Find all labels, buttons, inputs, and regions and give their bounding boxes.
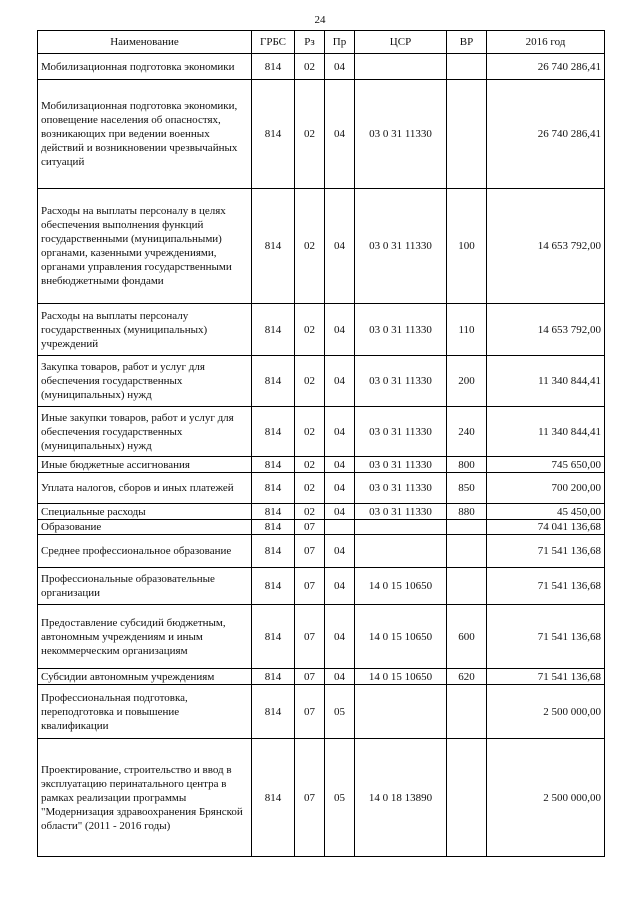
- cell-pr: 04: [325, 568, 355, 605]
- cell-rz: 02: [295, 304, 325, 356]
- cell-name: Среднее профессиональное образование: [38, 535, 252, 568]
- cell-name: Субсидии автономным учреждениям: [38, 669, 252, 685]
- cell-rz: 07: [295, 568, 325, 605]
- cell-name: Иные закупки товаров, работ и услуг для обеспечения государственных (муниципальных) нужд: [38, 407, 252, 457]
- cell-csr: 03 0 31 11330: [355, 504, 447, 520]
- cell-vr: [447, 739, 487, 857]
- cell-csr: [355, 54, 447, 80]
- header-grbs: ГРБС: [252, 31, 295, 54]
- cell-vr: 110: [447, 304, 487, 356]
- cell-amount: 745 650,00: [487, 457, 605, 473]
- cell-rz: 07: [295, 669, 325, 685]
- cell-vr: [447, 685, 487, 739]
- cell-pr: 04: [325, 54, 355, 80]
- cell-name: Профессиональные образовательные организации: [38, 568, 252, 605]
- table-row: [38, 473, 605, 504]
- cell-vr: [447, 535, 487, 568]
- cell-rz: 02: [295, 407, 325, 457]
- cell-rz: 07: [295, 685, 325, 739]
- cell-amount: 74 041 136,68: [487, 520, 605, 535]
- cell-csr: 14 0 15 10650: [355, 568, 447, 605]
- cell-pr: 04: [325, 189, 355, 304]
- cell-name: Мобилизационная подготовка экономики: [38, 54, 252, 80]
- cell-pr: 05: [325, 739, 355, 857]
- header-rz: Рз: [295, 31, 325, 54]
- cell-rz: 02: [295, 504, 325, 520]
- header-name: Наименование: [38, 31, 252, 54]
- table-row: [38, 304, 605, 356]
- cell-vr: 800: [447, 457, 487, 473]
- cell-grbs: 814: [252, 356, 295, 407]
- cell-pr: 04: [325, 80, 355, 189]
- table-row: [38, 54, 605, 80]
- cell-grbs: 814: [252, 304, 295, 356]
- table-row: [38, 407, 605, 457]
- table-row: [38, 80, 605, 189]
- cell-grbs: 814: [252, 605, 295, 669]
- cell-pr: 05: [325, 685, 355, 739]
- cell-name: Расходы на выплаты персоналу в целях обеспечения выполнения функций государственными (муниципальными) органами, казенными учреждениями, органами управления государственными внебюджетными фондами: [38, 189, 252, 304]
- cell-pr: 04: [325, 535, 355, 568]
- header-vr: ВР: [447, 31, 487, 54]
- cell-name: Расходы на выплаты персоналу государственных (муниципальных) учреждений: [38, 304, 252, 356]
- cell-csr: 03 0 31 11330: [355, 457, 447, 473]
- cell-name: Иные бюджетные ассигнования: [38, 457, 252, 473]
- cell-csr: 03 0 31 11330: [355, 407, 447, 457]
- cell-csr: [355, 520, 447, 535]
- cell-amount: 26 740 286,41: [487, 80, 605, 189]
- cell-vr: [447, 54, 487, 80]
- cell-name: Образование: [38, 520, 252, 535]
- cell-pr: 04: [325, 473, 355, 504]
- cell-amount: 71 541 136,68: [487, 669, 605, 685]
- cell-vr: [447, 568, 487, 605]
- cell-pr: 04: [325, 504, 355, 520]
- cell-pr: 04: [325, 605, 355, 669]
- page-number: 24: [314, 14, 326, 26]
- cell-name: Мобилизационная подготовка экономики, оповещение населения об опасностях, возникающих при ведении военных действий и возникновении чрезвычайных ситуаций: [38, 80, 252, 189]
- table-row: [38, 504, 605, 520]
- cell-vr: [447, 80, 487, 189]
- cell-amount: 26 740 286,41: [487, 54, 605, 80]
- cell-rz: 07: [295, 535, 325, 568]
- cell-vr: 880: [447, 504, 487, 520]
- cell-amount: 45 450,00: [487, 504, 605, 520]
- header-row: [38, 31, 605, 54]
- table-row: [38, 520, 605, 535]
- cell-pr: 04: [325, 304, 355, 356]
- table-row: [38, 356, 605, 407]
- cell-vr: 100: [447, 189, 487, 304]
- cell-grbs: 814: [252, 504, 295, 520]
- cell-amount: 2 500 000,00: [487, 739, 605, 857]
- table-row: [38, 457, 605, 473]
- cell-csr: 03 0 31 11330: [355, 304, 447, 356]
- cell-amount: 71 541 136,68: [487, 535, 605, 568]
- table-row: [38, 535, 605, 568]
- cell-amount: 11 340 844,41: [487, 407, 605, 457]
- cell-grbs: 814: [252, 473, 295, 504]
- cell-grbs: 814: [252, 189, 295, 304]
- cell-csr: 14 0 15 10650: [355, 605, 447, 669]
- cell-vr: [447, 520, 487, 535]
- cell-pr: 04: [325, 669, 355, 685]
- cell-grbs: 814: [252, 568, 295, 605]
- budget-table: [37, 30, 605, 857]
- cell-pr: 04: [325, 457, 355, 473]
- cell-csr: [355, 535, 447, 568]
- cell-vr: 850: [447, 473, 487, 504]
- cell-rz: 07: [295, 520, 325, 535]
- header-year: 2016 год: [487, 31, 605, 54]
- table-row: [38, 685, 605, 739]
- cell-amount: 14 653 792,00: [487, 304, 605, 356]
- cell-csr: 14 0 18 13890: [355, 739, 447, 857]
- cell-amount: 2 500 000,00: [487, 685, 605, 739]
- table-row: [38, 189, 605, 304]
- cell-csr: 03 0 31 11330: [355, 473, 447, 504]
- header-pr: Пр: [325, 31, 355, 54]
- cell-grbs: 814: [252, 80, 295, 189]
- cell-name: Уплата налогов, сборов и иных платежей: [38, 473, 252, 504]
- cell-grbs: 814: [252, 520, 295, 535]
- cell-amount: 700 200,00: [487, 473, 605, 504]
- cell-name: Закупка товаров, работ и услуг для обеспечения государственных (муниципальных) нужд: [38, 356, 252, 407]
- cell-rz: 02: [295, 80, 325, 189]
- cell-grbs: 814: [252, 407, 295, 457]
- cell-rz: 02: [295, 189, 325, 304]
- cell-csr: 03 0 31 11330: [355, 80, 447, 189]
- cell-vr: 240: [447, 407, 487, 457]
- table-row: [38, 739, 605, 857]
- cell-rz: 02: [295, 54, 325, 80]
- table-row: [38, 605, 605, 669]
- cell-amount: 11 340 844,41: [487, 356, 605, 407]
- cell-pr: [325, 520, 355, 535]
- cell-vr: 200: [447, 356, 487, 407]
- cell-name: Предоставление субсидий бюджетным, автономным учреждениям и иным некоммерческим организациям: [38, 605, 252, 669]
- cell-csr: 03 0 31 11330: [355, 356, 447, 407]
- cell-vr: 600: [447, 605, 487, 669]
- cell-grbs: 814: [252, 54, 295, 80]
- header-csr: ЦСР: [355, 31, 447, 54]
- cell-amount: 71 541 136,68: [487, 568, 605, 605]
- cell-grbs: 814: [252, 535, 295, 568]
- cell-csr: 14 0 15 10650: [355, 669, 447, 685]
- cell-grbs: 814: [252, 457, 295, 473]
- cell-amount: 71 541 136,68: [487, 605, 605, 669]
- cell-name: Проектирование, строительство и ввод в эксплуатацию перинатального центра в рамках реализации программы "Модернизация здравоохранения Брянской области" (2011 - 2016 годы): [38, 739, 252, 857]
- table-row: [38, 568, 605, 605]
- cell-grbs: 814: [252, 669, 295, 685]
- cell-rz: 07: [295, 739, 325, 857]
- cell-amount: 14 653 792,00: [487, 189, 605, 304]
- table-row: [38, 669, 605, 685]
- cell-vr: 620: [447, 669, 487, 685]
- cell-name: Профессиональная подготовка, переподготовка и повышение квалификации: [38, 685, 252, 739]
- cell-csr: [355, 685, 447, 739]
- cell-rz: 07: [295, 605, 325, 669]
- cell-pr: 04: [325, 356, 355, 407]
- cell-rz: 02: [295, 473, 325, 504]
- cell-grbs: 814: [252, 739, 295, 857]
- cell-pr: 04: [325, 407, 355, 457]
- cell-rz: 02: [295, 356, 325, 407]
- cell-rz: 02: [295, 457, 325, 473]
- cell-grbs: 814: [252, 685, 295, 739]
- cell-csr: 03 0 31 11330: [355, 189, 447, 304]
- cell-name: Специальные расходы: [38, 504, 252, 520]
